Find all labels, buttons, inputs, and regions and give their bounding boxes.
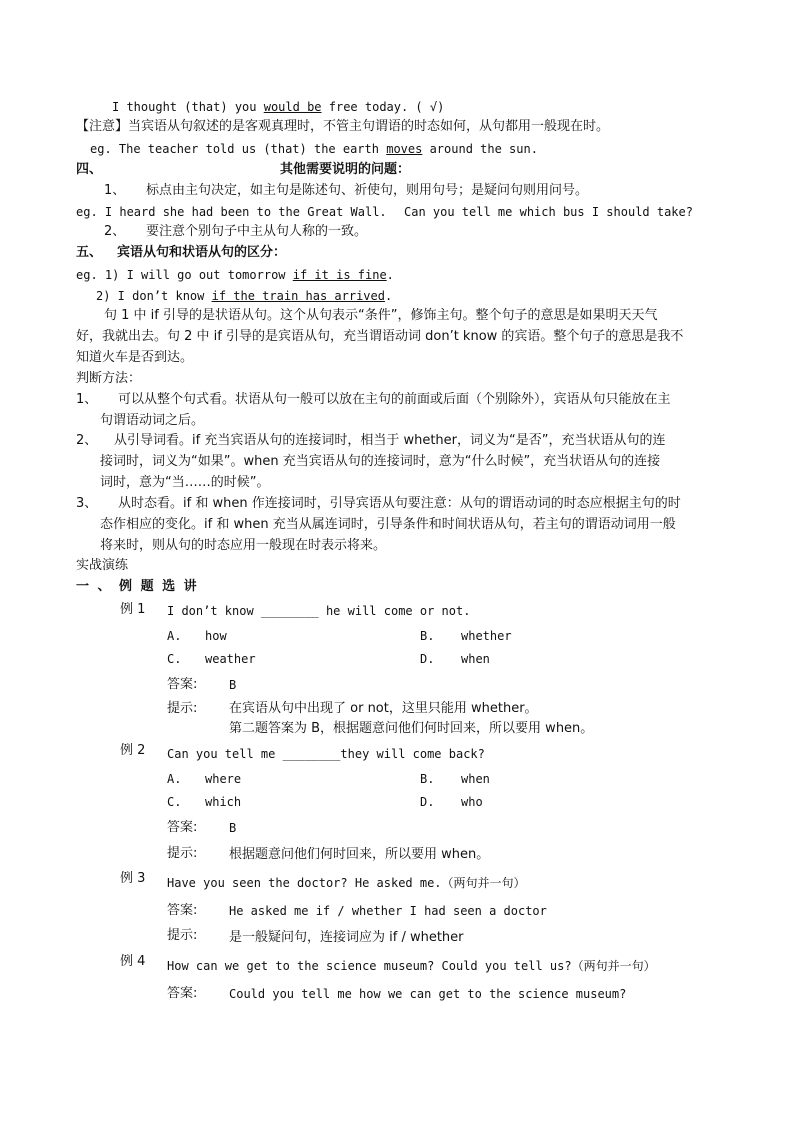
option-letter: C.: [167, 795, 182, 809]
list-item-text: 态作相应的变化。if 和 when 充当从属连词时，引导条件和时间状语从句，若主句的谓语动词用一般: [100, 517, 676, 532]
hint-label: 提示:: [167, 701, 198, 716]
list-number: 3、: [76, 496, 98, 511]
answer-text: B: [229, 821, 237, 835]
option-text: how: [205, 629, 227, 643]
option-text: whether: [461, 629, 512, 643]
text: .: [384, 289, 393, 303]
option-letter: B.: [420, 772, 435, 786]
section-number: 五、: [76, 245, 103, 260]
example-label: 例 1: [120, 602, 146, 617]
option-text: when: [461, 772, 490, 786]
question-text: Can you tell me ________they will come back?: [167, 747, 485, 761]
practice-title: 实战演练: [76, 558, 129, 573]
example-sentence: [96, 286, 392, 306]
list-number: 2、: [104, 224, 126, 239]
option-letter: A.: [167, 629, 182, 643]
list-number: 1、: [76, 392, 98, 407]
section-title: 其他需要说明的问题：: [280, 162, 411, 177]
example-sentence: Can you tell me which bus I should take?: [404, 205, 693, 219]
answer-label: 答案:: [167, 820, 198, 835]
example-sentence: [76, 265, 394, 285]
text: I thought (that) you: [112, 100, 264, 114]
option-text: weather: [205, 652, 256, 666]
answer-label: 答案:: [167, 986, 198, 1001]
text: around the sun.: [422, 142, 538, 156]
text: .: [386, 268, 394, 282]
list-item-text: 从引导词看。if 充当宾语从句的连接词时，相当于 whether，词义为“是否”，充当状语从句的连: [114, 433, 666, 448]
question-text: I don’t know ________ he will come or not.: [167, 604, 471, 618]
list-number: 2、: [76, 433, 98, 448]
option-text: where: [205, 772, 242, 786]
example-sentence: [90, 139, 538, 159]
list-item-text: 句谓语动词之后。: [100, 413, 205, 428]
option-letter: D.: [420, 652, 435, 666]
text: eg. The teacher told us (that) the earth: [90, 142, 387, 156]
section-title: 宾语从句和状语从句的区分：: [117, 245, 287, 260]
paragraph-line: 句 1 中 if 引导的是状语从句。这个从句表示“条件”，修饰主句。整个句子的意思是如果明天天气: [104, 308, 658, 323]
text: free today. ( √): [321, 100, 445, 114]
hint-text: 是一般疑问句，连接词应为 if / whether: [229, 930, 464, 945]
paragraph-line: 知道火车是否到达。: [76, 350, 194, 365]
answer-label: 答案:: [167, 677, 198, 692]
option-letter: A.: [167, 772, 182, 786]
list-item-text: 接词时，词义为“如果”。when 充当宾语从句的连接词时，意为“什么时候”，充当状语从句的连接: [100, 454, 661, 469]
list-item-text: 从时态看。if 和 when 作连接词时，引导宾语从句要注意：从句的谓语动词的时态应根据主句的时: [118, 496, 681, 511]
hint-text: 根据题意问他们何时回来，所以要用 when。: [229, 847, 490, 862]
paragraph-line: 好，我就出去。句 2 中 if 引导的是宾语从句，充当谓语动词 don’t know 的宾语。整个句子的意思是我不: [76, 329, 684, 344]
example-sentence: eg. I heard she had been to the Great Wall.: [76, 205, 387, 219]
hint-text: 在宾语从句中出现了 or not，这里只能用 whether。: [229, 701, 538, 716]
hint-label: 提示:: [167, 928, 198, 943]
section-number: 四、: [76, 162, 103, 177]
list-item-text: 要注意个别句子中主从句人称的一致。: [146, 224, 368, 239]
example-label: 例 3: [120, 871, 146, 886]
underlined-clause: if the train has arrived: [211, 289, 385, 303]
list-item-text: 可以从整个句式看。状语从句一般可以放在主句的前面或后面（个别除外），宾语从句只能放在主: [118, 392, 671, 407]
example-label: 例 4: [120, 954, 146, 969]
method-heading: 判断方法：: [76, 371, 142, 386]
answer-text: Could you tell me how we can get to the science museum?: [229, 987, 627, 1001]
hint-label: 提示:: [167, 846, 198, 861]
example-label: 例 2: [120, 743, 146, 758]
list-item-text: 标点由主句决定，如主句是陈述句、祈使句，则用句号；是疑问句则用问号。: [146, 183, 589, 198]
answer-label: 答案:: [167, 903, 198, 918]
section-title: 一 、 例 题 选 讲: [76, 579, 199, 594]
option-letter: C.: [167, 652, 182, 666]
note-paragraph: 【注意】当宾语从句叙述的是客观真理时，不管主句谓语的时态如何，从句都用一般现在时。: [76, 119, 610, 134]
list-number: 1、: [104, 183, 126, 198]
list-item-text: 将来时，则从句的时态应用一般现在时表示将来。: [100, 538, 387, 553]
list-item-text: 词时，意为“当……的时候”。: [100, 475, 270, 490]
question-text: How can we get to the science museum? Could you tell us?（两句并一句）: [167, 959, 656, 973]
hint-text: 第二题答案为 B，根据题意问他们何时回来，所以要用 when。: [229, 721, 594, 736]
underlined-verb: moves: [386, 142, 423, 156]
answer-text: B: [229, 678, 237, 692]
underlined-verb: would be: [263, 100, 322, 114]
answer-text: He asked me if / whether I had seen a doctor: [229, 904, 547, 918]
option-letter: B.: [420, 629, 435, 643]
example-sentence: [112, 97, 444, 117]
text: eg. 1) I will go out tomorrow: [76, 268, 293, 282]
text: 2) I don’t know: [96, 289, 212, 303]
option-text: which: [205, 795, 242, 809]
option-letter: D.: [420, 795, 435, 809]
underlined-clause: if it is fine: [292, 268, 387, 282]
option-text: when: [461, 652, 490, 666]
question-text: Have you seen the doctor? He asked me.（两句并一句）: [167, 876, 526, 890]
option-text: who: [461, 795, 483, 809]
